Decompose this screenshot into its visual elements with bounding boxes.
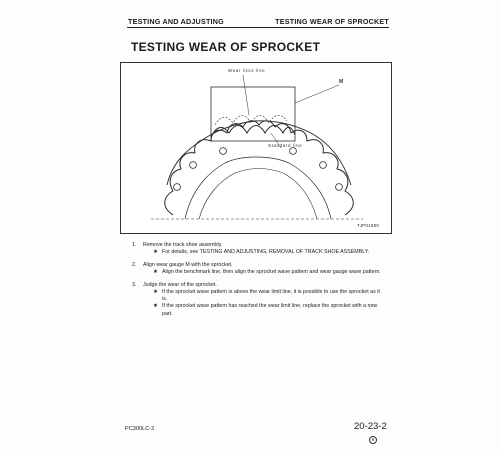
wear-limit-leader <box>243 75 249 115</box>
step-number: 1. <box>132 242 137 248</box>
star-icon: ★ <box>153 289 158 296</box>
note-text: If the sprocket wave pattern has reached the wear limit line, replace the sprocket with a new part. <box>162 303 378 317</box>
bolt-hole <box>174 184 181 191</box>
step-number: 2. <box>132 261 137 268</box>
star-icon: ★ <box>153 303 158 310</box>
procedure-step <box>132 242 382 256</box>
wear-limit-label: Wear limit line <box>228 68 266 73</box>
wear-gauge-m <box>211 87 295 141</box>
step-note <box>143 289 382 303</box>
page-title: TESTING WEAR OF SPROCKET <box>131 40 321 54</box>
procedure-step <box>132 282 382 318</box>
standard-line-label: Standard line <box>268 143 303 148</box>
bolt-hole <box>220 148 227 155</box>
step-note <box>143 269 382 276</box>
gauge-m-label: M <box>339 79 344 85</box>
note-text: If the sprocket wave pattern is above the wear limit line, it is possible to use the sprocket as it is. <box>162 289 380 303</box>
star-icon: ★ <box>153 249 158 256</box>
star-icon: ★ <box>153 269 158 276</box>
bolt-hole <box>190 162 197 169</box>
step-note <box>143 303 382 317</box>
figure-code: TJP01880 <box>356 223 379 228</box>
sprocket-drawing <box>121 63 393 235</box>
note-text: Align the benchmark line, then align the sprocket wave pattern and wear gauge wave pattern. <box>162 269 381 276</box>
note-text: For details, see TESTING AND ADJUSTING, REMOVAL OF TRACK SHOE ASSEMBLY. <box>162 249 370 256</box>
procedure-steps <box>132 242 382 323</box>
page-number: 20-23-2 <box>354 421 387 432</box>
footer-model: PC300LC-2 <box>125 426 155 432</box>
step-number: 3. <box>132 281 137 288</box>
sprocket-inner-rim <box>199 169 317 220</box>
sprocket-figure <box>120 62 392 234</box>
step-text: Align wear gauge M with the sprocket. <box>143 261 233 268</box>
revision-mark: 6 <box>369 436 377 444</box>
bolt-hole <box>290 148 297 155</box>
header-section-title: TESTING AND ADJUSTING <box>128 17 224 26</box>
bolt-hole <box>320 162 327 169</box>
step-note <box>143 249 382 256</box>
bolt-hole <box>336 184 343 191</box>
procedure-step <box>132 262 382 276</box>
step-text: Remove the track shoe assembly. <box>143 242 223 248</box>
header-topic-title: TESTING WEAR OF SPROCKET <box>275 17 389 26</box>
sprocket-root-circle <box>185 157 331 219</box>
gauge-m-leader <box>295 85 339 103</box>
step-text: Judge the wear of the sprocket. <box>143 281 217 288</box>
header-rule <box>127 27 389 28</box>
